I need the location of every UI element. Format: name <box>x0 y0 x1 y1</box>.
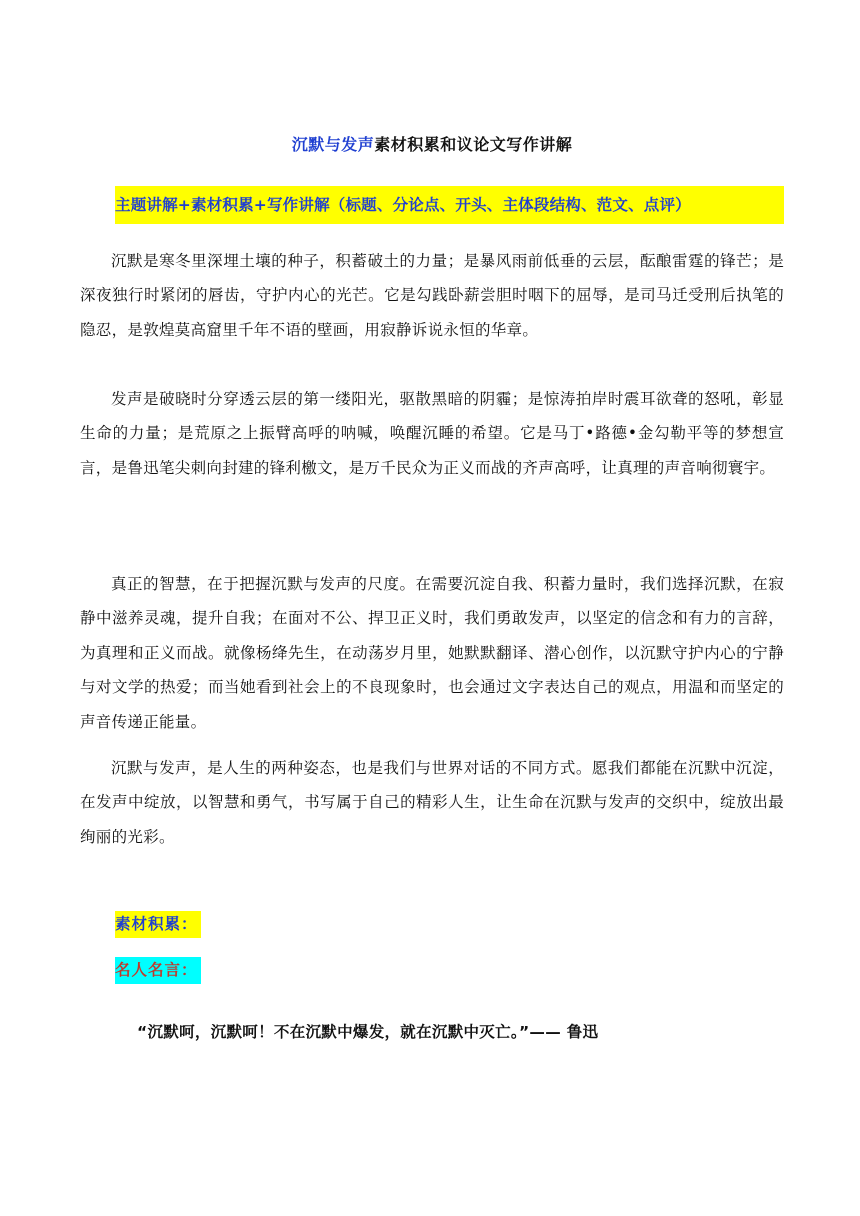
paragraph-conclusion: 沉默与发声，是人生的两种姿态，也是我们与世界对话的不同方式。愿我们都能在沉默中沉淀，在发声中绽放，以智慧和勇气，书写属于自己的精彩人生，让生命在沉默与发声的交织中，绽放出最绚丽的光彩。 <box>80 758 784 846</box>
famous-quote: “沉默呵，沉默呵！不在沉默中爆发，就在沉默中灭亡。”—— 鲁迅 <box>137 1023 599 1041</box>
paragraph-voice: 发声是破晓时分穿透云层的第一缕阳光，驱散黑暗的阴霾；是惊涛拍岸时震耳欲聋的怒吼，彰显生命的力量；是荒原之上振臂高呼的呐喊，唤醒沉睡的希望。它是马丁•路德•金勾勒平等的梦想宣言，是鲁迅笔尖刺向封建的锋利檄文，是万千民众为正义而战的齐声高呼，让真理的声音响彻寰宇。 <box>80 389 784 477</box>
document-title <box>80 133 784 157</box>
section-label-quotes: 名人名言： <box>115 957 201 984</box>
title-rest: 素材积累和议论文写作讲解 <box>374 135 573 154</box>
subtitle-highlight: 主题讲解+素材积累+写作讲解（标题、分论点、开头、主体段结构、范文、点评） <box>115 186 784 224</box>
paragraph-wisdom: 真正的智慧，在于把握沉默与发声的尺度。在需要沉淀自我、积蓄力量时，我们选择沉默，在寂静中滋养灵魂，提升自我；在面对不公、捍卫正义时，我们勇敢发声，以坚定的信念和有力的言辞，为真理和正义而战。就像杨绛先生，在动荡岁月里，她默默翻译、潜心创作，以沉默守护内心的宁静与对文学的热爱；而当她看到社会上的不良现象时，也会通过文字表达自己的观点，用温和而坚定的声音传递正能量。 <box>80 574 784 731</box>
paragraph-silence: 沉默是寒冬里深埋土壤的种子，积蓄破土的力量；是暴风雨前低垂的云层，酝酿雷霆的锋芒；是深夜独行时紧闭的唇齿，守护内心的光芒。它是勾践卧薪尝胆时咽下的屈辱，是司马迁受刑后执笔的隐忍，是敦煌莫高窟里千年不语的壁画，用寂静诉说永恒的华章。 <box>80 251 784 339</box>
title-topic: 沉默与发声 <box>291 135 375 154</box>
section-label-material: 素材积累： <box>115 911 201 938</box>
